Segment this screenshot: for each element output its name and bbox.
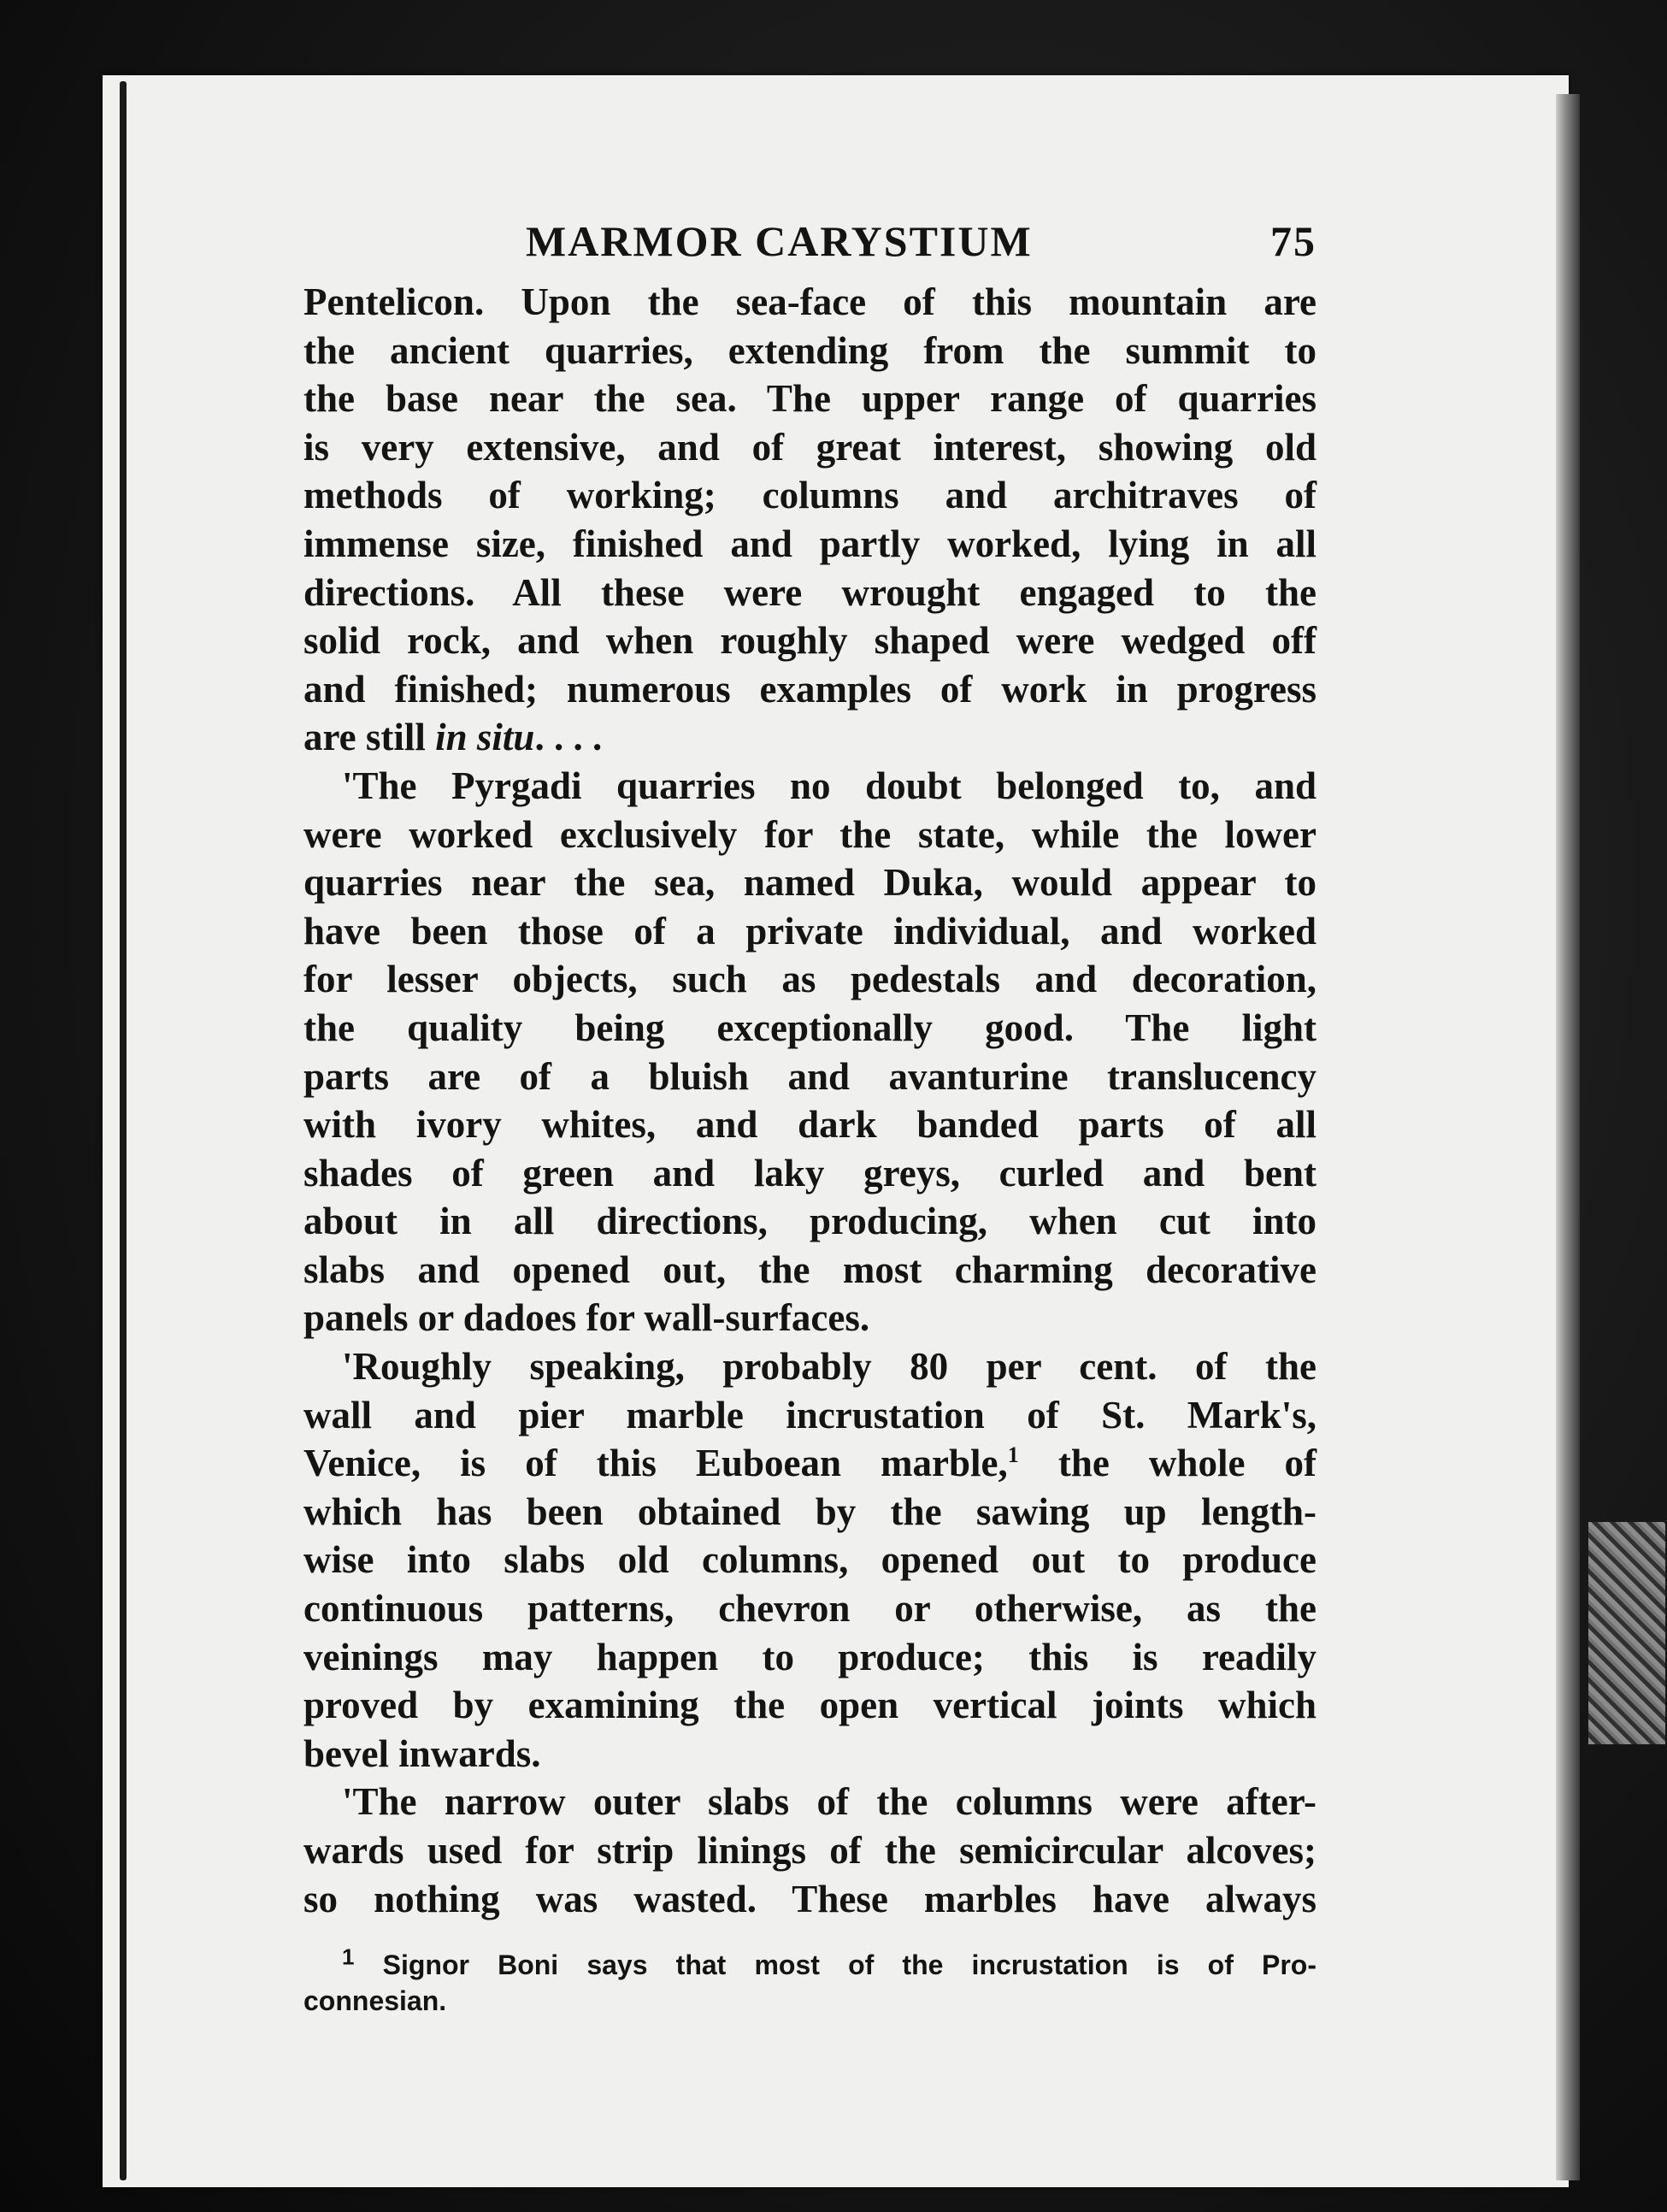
text-line: solid rock, and when roughly shaped were wedged off [303,619,1317,663]
text-line: the ancient quarries, extending from the summit to [303,328,1317,372]
text-line: and finished; numerous examples of work in progress [303,667,1317,711]
text-line: which has been obtained by the sawing up length- [303,1489,1317,1533]
text-line: have been those of a private individual, and worked [303,909,1317,953]
text-line: veinings may happen to produce; this is readily [303,1635,1317,1678]
text-line: Pentelicon. Upon the sea-face of this mountain are [303,280,1317,323]
text-line: parts are of a bluish and avanturine translucency [303,1054,1317,1098]
footnote-text: Signor Boni says that most of the incrustation is of Pro- [382,1950,1317,1981]
text-line: were worked exclusively for the state, while the lower [303,812,1317,856]
text-line: continuous patterns, chevron or otherwise, as the [303,1587,1317,1631]
text-line: about in all directions, producing, when cut into [303,1200,1317,1243]
footnote-line [303,1944,1317,1983]
text-line: the quality being exceptionally good. The light [303,1006,1317,1049]
page-edge-shadow [1556,94,1580,2180]
italic-phrase: in situ [435,716,535,759]
text-line: so nothing was wasted. These marbles have always [303,1877,1317,1920]
text-line: slabs and opened out, the most charming decorative [303,1248,1317,1291]
text-segment: Venice, is of this Euboean marble, [303,1442,1008,1485]
footnote-marker: 1 [1007,1442,1019,1468]
text-line: for lesser objects, such as pedestals and decoration, [303,958,1317,1001]
text-line: bevel inwards. [303,1731,541,1775]
text-line: wall and pier marble incrustation of St. Mark's, [303,1393,1317,1436]
text-line: panels or dadoes for wall-surfaces. [303,1296,870,1340]
running-head [303,201,1317,278]
scan-artifact [1588,1522,1665,1744]
text-line: the base near the sea. The upper range of quarries [303,377,1317,421]
text-segment: the whole of [1018,1442,1317,1485]
text-line [303,713,1317,762]
text-line: immense size, finished and partly worked, lying in all [303,522,1317,565]
text-line: proved by examining the open vertical joints which [303,1684,1317,1727]
text-line: wise into slabs old columns, opened out to produce [303,1538,1317,1582]
footnote-marker: 1 [342,1944,355,1970]
text-line: methods of working; columns and architraves of [303,474,1317,517]
running-title: MARMOR CARYSTIUM [526,217,1033,265]
ellipsis: . . . . [534,716,603,759]
text-line: 'Roughly speaking, probably 80 per cent. of the [342,1345,1317,1389]
text-line: quarries near the sea, named Duka, would appear to [303,861,1317,905]
body-text [303,278,1317,1923]
page-number: 75 [1270,217,1317,265]
text-line: wards used for strip linings of the semicircular alcoves; [303,1829,1317,1872]
text-segment: are still [303,716,436,759]
text-line: 'The Pyrgadi quarries no doubt belonged to, and [342,764,1317,807]
text-line: 'The narrow outer slabs of the columns were after- [342,1780,1317,1824]
page-content [303,201,1317,2019]
text-line: directions. All these were wrought engaged to the [303,570,1317,614]
text-line [303,1439,1317,1488]
footnote-line: connesian. [303,1985,447,2017]
text-line: shades of green and laky greys, curled and bent [303,1151,1317,1194]
text-line: with ivory whites, and dark banded parts of all [303,1103,1317,1147]
page-gutter-shadow [120,81,127,2180]
footnote [303,1944,1317,2019]
text-line: is very extensive, and of great interest, showing old [303,425,1317,469]
